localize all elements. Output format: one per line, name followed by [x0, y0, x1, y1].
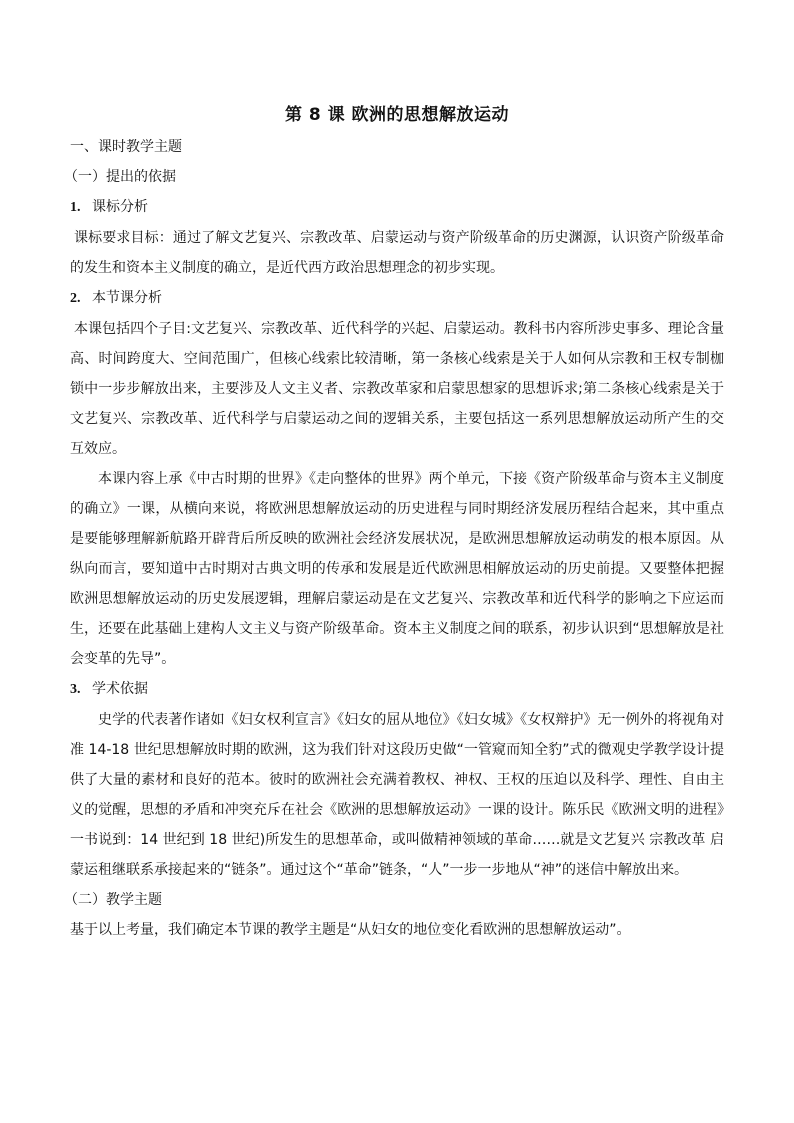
item-heading-text: 本节课分析 [92, 290, 162, 306]
item-heading-curriculum [70, 192, 724, 223]
section-heading-teaching-theme: 一、课时教学主题 [70, 139, 182, 155]
paragraph-teaching-theme: 基于以上考量，我们确定本节课的教学主题是“从妇女的地位变化看欧洲的思想解放运动”。 [70, 922, 631, 938]
paragraph-lesson-analysis-1: 本课包括四个子目:文艺复兴、宗教改革、近代科学的兴起、启蒙运动。教科书内容所涉史事多、理论含量高、时间跨度大、空间范围广，但核心线索比较清晰，第一条核心线索是关于人如何从宗教和王权专制枷锁中一步步解放出来，主要涉及人文主义者、宗教改革家和启蒙思想家的思想诉求;第二条核心线索是关于文艺复兴、宗教改革、近代科学与启蒙运动之间的逻辑关系，主要包括这一系列思想解放运动所产生的交互效应。 [70, 321, 724, 457]
paragraph-curriculum: 课标要求目标：通过了解文艺复兴、宗教改革、启蒙运动与资产阶级革命的历史渊源，认识资产阶级革命的发生和资本主义制度的确立，是近代西方政治思想理念的初步实现。 [70, 230, 724, 276]
item-number: 3. [70, 682, 81, 697]
item-heading-text: 学术依据 [92, 681, 148, 697]
paragraph-academic-basis: 史学的代表著作诸如《妇女权利宣言》《妇女的屈从地位》《妇女城》《女权辩护》无一例外的将视角对准 14-18 世纪思想解放时期的欧洲，这为我们针对这段历史做“一管窥而知全豹”式的微观史学教学设计提供了大量的素材和良好的范本。彼时的欧洲社会充满着教权、神权、王权的压迫以及科学、理性、自由主义的觉醒，思想的矛盾和冲突充斥在社会《欧洲的思想解放运动》一课的设计。陈乐民《欧洲文明的进程》一书说到：14 世纪到 18 世纪)所发生的思想革命，或叫做精神领域的革命……就是文艺复兴 宗教改革 启蒙运租继联系承接起来的“链条”。通过这个“革命”链条，“人”一步一步地从“神”的迷信中解放出来。 [70, 712, 724, 878]
document-title: 第 8 课 欧洲的思想解放运动 [284, 105, 510, 125]
paragraph-lesson-analysis-2: 本课内容上承《中古时期的世界》《走向整体的世界》两个单元，下接《资产阶级革命与资本主义制度的确立》一课，从横向来说，将欧洲思想解放运动的历史进程与同时期经济发展历程结合起来，其中重点是要能够理解新航路开辟背后所反映的欧洲社会经济发展状况，是欧洲思想解放运动萌发的根本原因。从纵向而言，要知道中古时期对古典文明的传承和发展是近代欧洲思相解放运动的历史前提。又要整体把握欧洲思想解放运动的历史发展逻辑，理解启蒙运动是在文艺复兴、宗教改革和近代科学的影响之下应运而生，还要在此基础上建构人文主义与资产阶级革命。资本主义制度之间的联系，初步认识到“思想解放是社会变革的先导”。 [70, 471, 724, 667]
subsection-heading-teaching-theme: （二）教学主题 [64, 892, 162, 908]
item-heading-lesson-analysis [70, 283, 724, 314]
item-heading-text: 课标分析 [92, 199, 148, 215]
item-number: 1. [70, 200, 81, 215]
item-heading-academic-basis [70, 674, 724, 705]
item-number: 2. [70, 291, 81, 306]
document-page [64, 100, 724, 945]
subsection-heading-basis: （一）提出的依据 [64, 169, 176, 185]
